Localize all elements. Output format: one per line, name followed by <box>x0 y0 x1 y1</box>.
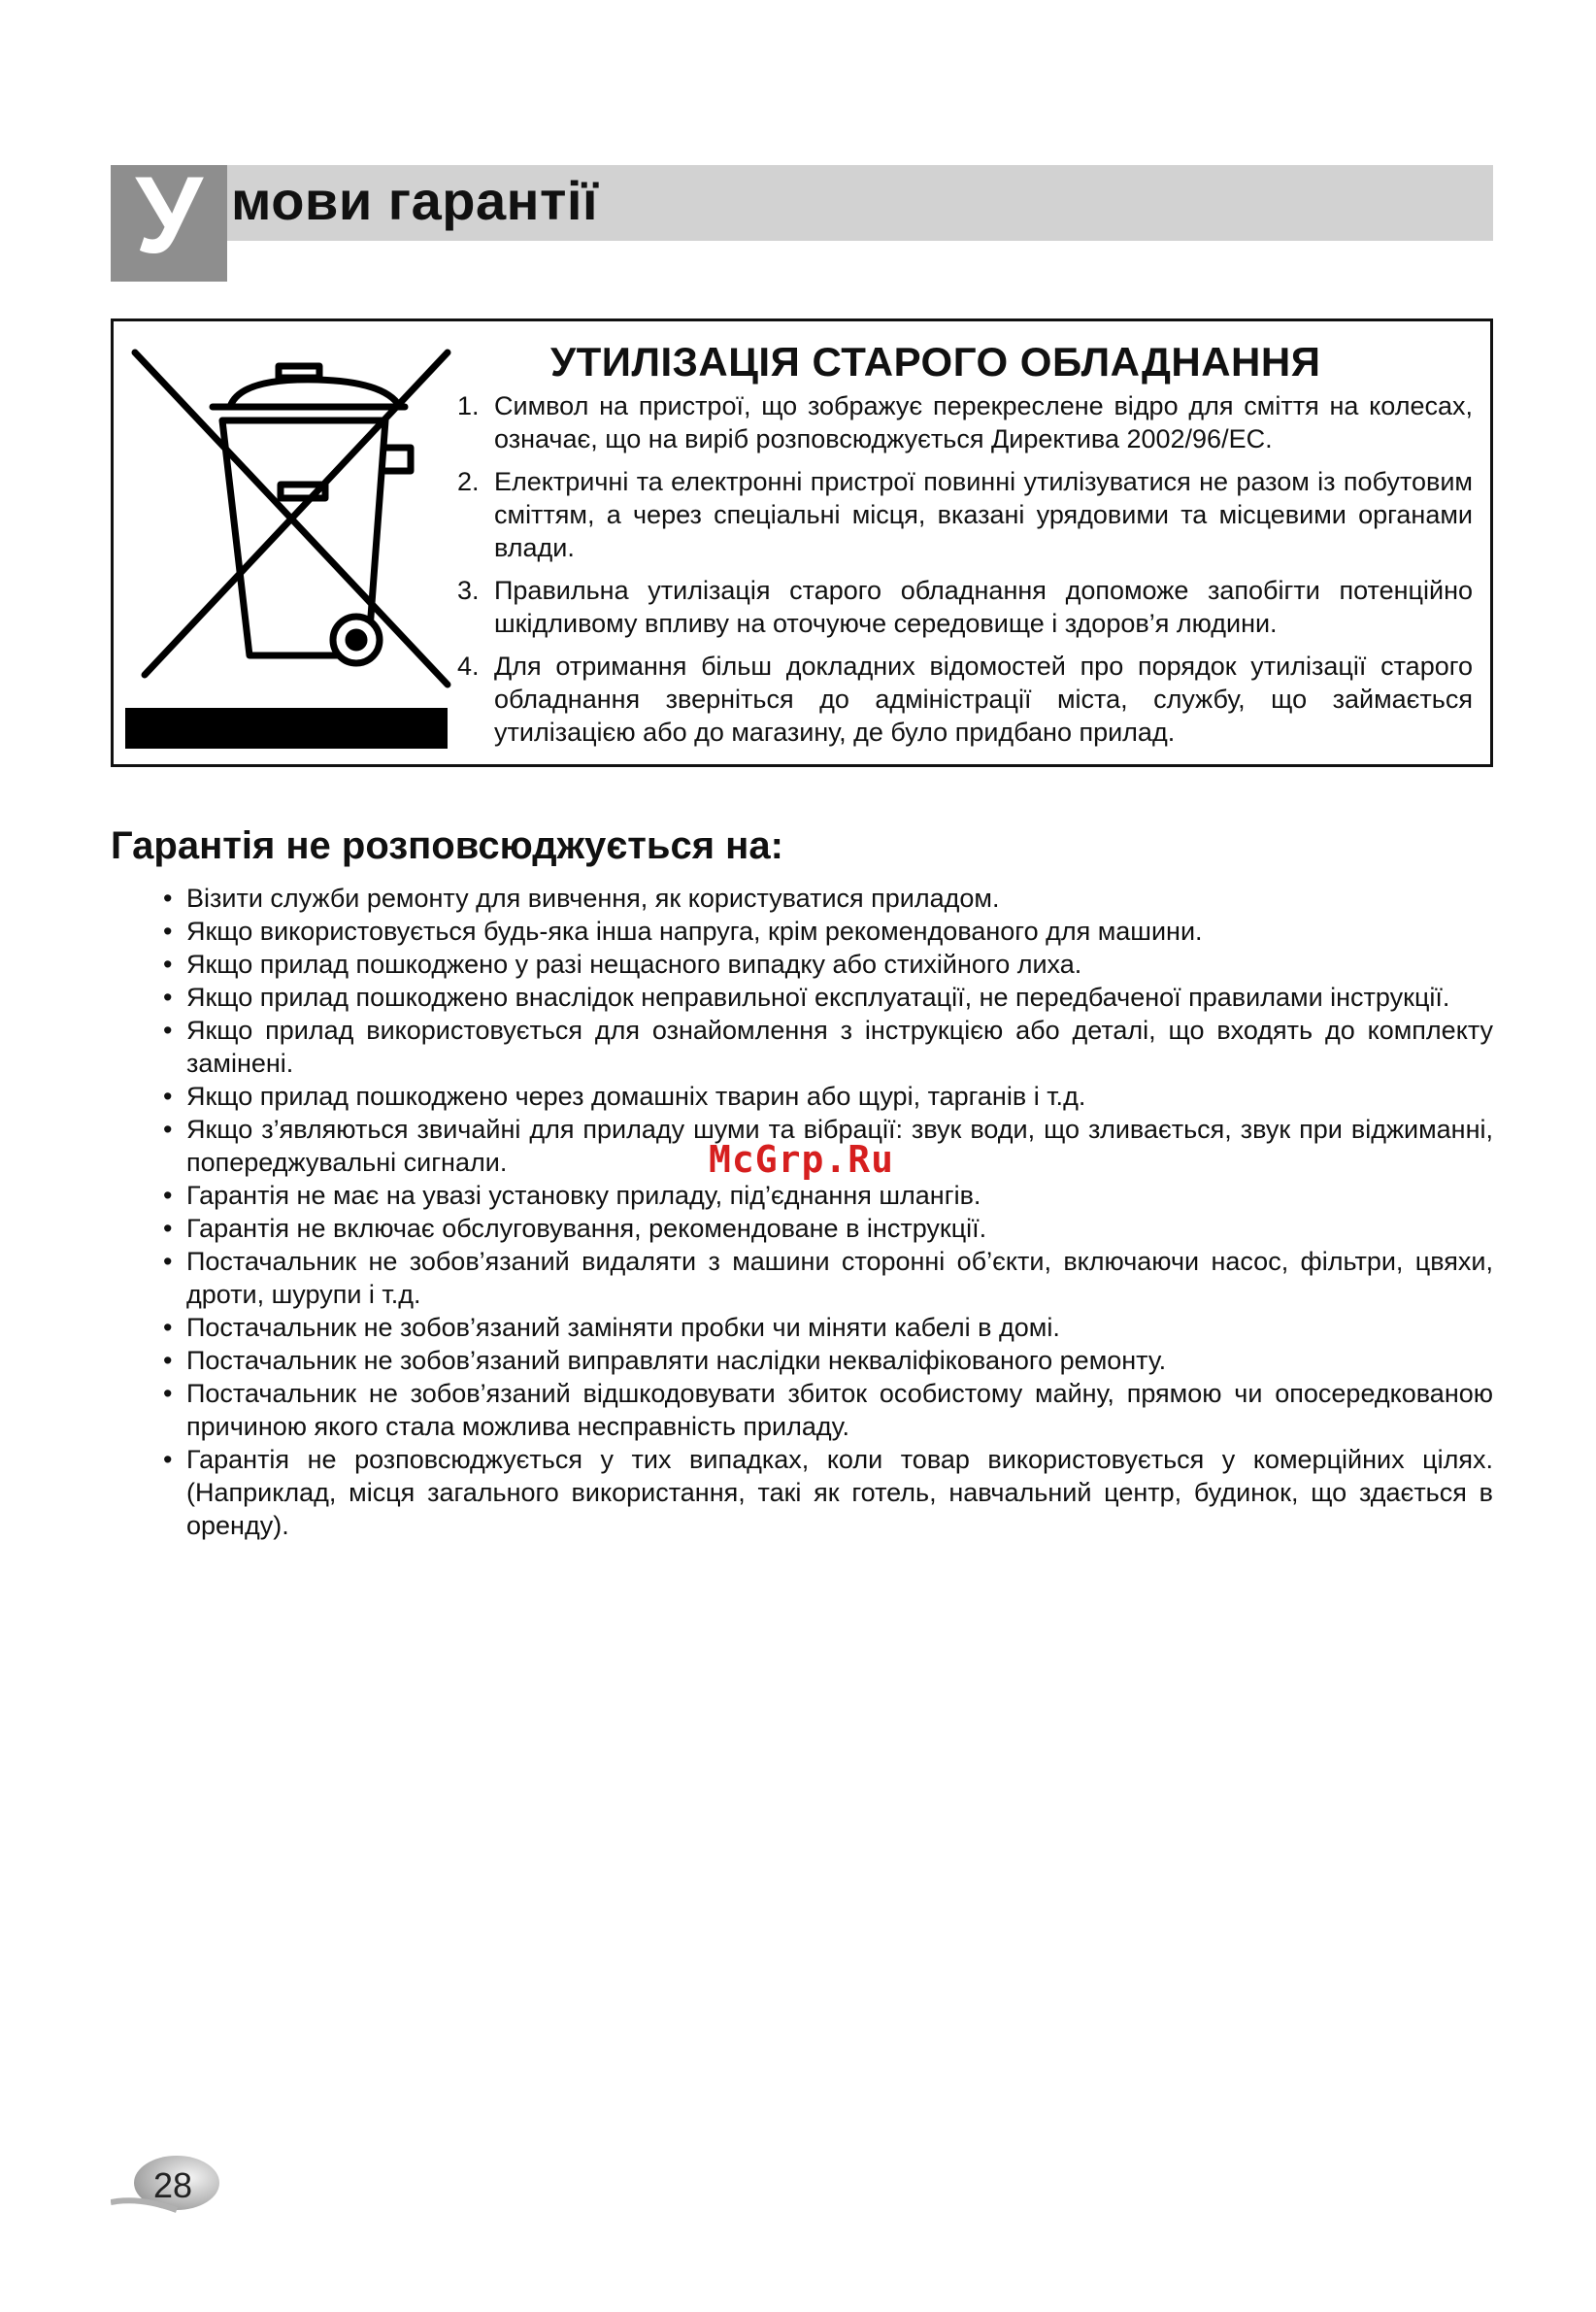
disposal-info-box <box>111 318 1493 767</box>
item-number: 3. <box>457 576 480 605</box>
disposal-list <box>453 389 1473 758</box>
item-text: Для отримання більш докладних відомостей про порядок утилізації старого обладнання зверніться до адміністрації міста, службу, що займається утилізацією або до магазину, де було придбано прилад. <box>494 652 1473 747</box>
list-item: • Візити служби ремонту для вивчення, як користуватися приладом. <box>163 882 1493 915</box>
page-number-badge <box>111 2154 223 2216</box>
item-number: 4. <box>457 652 480 681</box>
list-item: • Постачальник не зобов’язаний видаляти з машини сторонні об’єкти, включаючи насос, фільтри, цвяхи, дроти, шурупи і т.д. <box>163 1245 1493 1311</box>
list-item: • Гарантія не розповсюджується у тих випадках, коли товар використовується у комерційних цілях. (Наприклад, місця загального використання, такі як готель, навчальний центр, будинок, що здається в оренду). <box>163 1443 1493 1542</box>
warranty-exclusions-list <box>163 882 1493 1542</box>
list-item: • Якщо прилад пошкоджено через домашніх тварин або щурі, тарганів і т.д. <box>163 1080 1493 1113</box>
list-item: • Гарантія не має на увазі установку приладу, під’єднання шлангів. <box>163 1179 1493 1212</box>
item-text: Символ на пристрої, що зображує перекреслене відро для сміття на колесах, означає, що на виріб розповсюджується Директива 2002/96/ЕС. <box>494 391 1473 453</box>
disposal-symbol-bar <box>125 708 448 749</box>
list-item: • Якщо прилад пошкоджено у разі нещасного випадку або стихійного лиха. <box>163 948 1493 981</box>
item-number: 2. <box>457 467 480 496</box>
item-number: 1. <box>457 391 480 420</box>
page-number: 28 <box>153 2165 193 2205</box>
list-item: • Постачальник не зобов’язаний заміняти пробки чи міняти кабелі в домі. <box>163 1311 1493 1344</box>
watermark: McGrp.Ru <box>709 1138 895 1181</box>
disposal-item <box>453 574 1473 640</box>
disposal-item <box>453 650 1473 749</box>
disposal-item <box>453 389 1473 455</box>
disposal-heading: УТИЛІЗАЦІЯ СТАРОГО ОБЛАДНАННЯ <box>550 339 1321 385</box>
item-text: Електричні та електронні пристрої повинні утилізуватися не разом із побутовим сміттям, а через спеціальні місця, вказані урядовими та місцевими органами влади. <box>494 467 1473 562</box>
list-item: • Якщо з’являються звичайні для приладу шуми та вібрації: звук води, що зливається, звук при віджиманні, попереджувальні сигнали. <box>163 1113 1493 1179</box>
list-item: • Постачальник не зобов’язаний відшкодовувати збиток особистому майну, прямою чи опосередкованою причиною якого стала можлива несправність приладу. <box>163 1377 1493 1443</box>
warranty-exclusions-heading: Гарантія не розповсюджується на: <box>111 824 783 867</box>
list-item: • Якщо прилад пошкоджено внаслідок неправильної експлуатації, не передбаченої правилами інструкції. <box>163 981 1493 1014</box>
page-title: мови гарантії <box>231 170 599 231</box>
list-item: • Гарантія не включає обслуговування, рекомендоване в інструкції. <box>163 1212 1493 1245</box>
list-item: • Постачальник не зобов’язаний виправляти наслідки некваліфікованого ремонту. <box>163 1344 1493 1377</box>
list-item: • Якщо використовується будь-яка інша напруга, крім рекомендованого для машини. <box>163 915 1493 948</box>
item-text: Правильна утилізація старого обладнання допоможе запобігти потенційно шкідливому впливу на оточуюче середовище і здоров’я людини. <box>494 576 1473 638</box>
crossed-out-wheelie-bin-icon <box>123 339 461 692</box>
list-item: • Якщо прилад використовується для ознайомлення з інструкцією або деталі, що входять до комплекту замінені. <box>163 1014 1493 1080</box>
disposal-item <box>453 465 1473 564</box>
title-initial-letter: У <box>111 165 227 282</box>
